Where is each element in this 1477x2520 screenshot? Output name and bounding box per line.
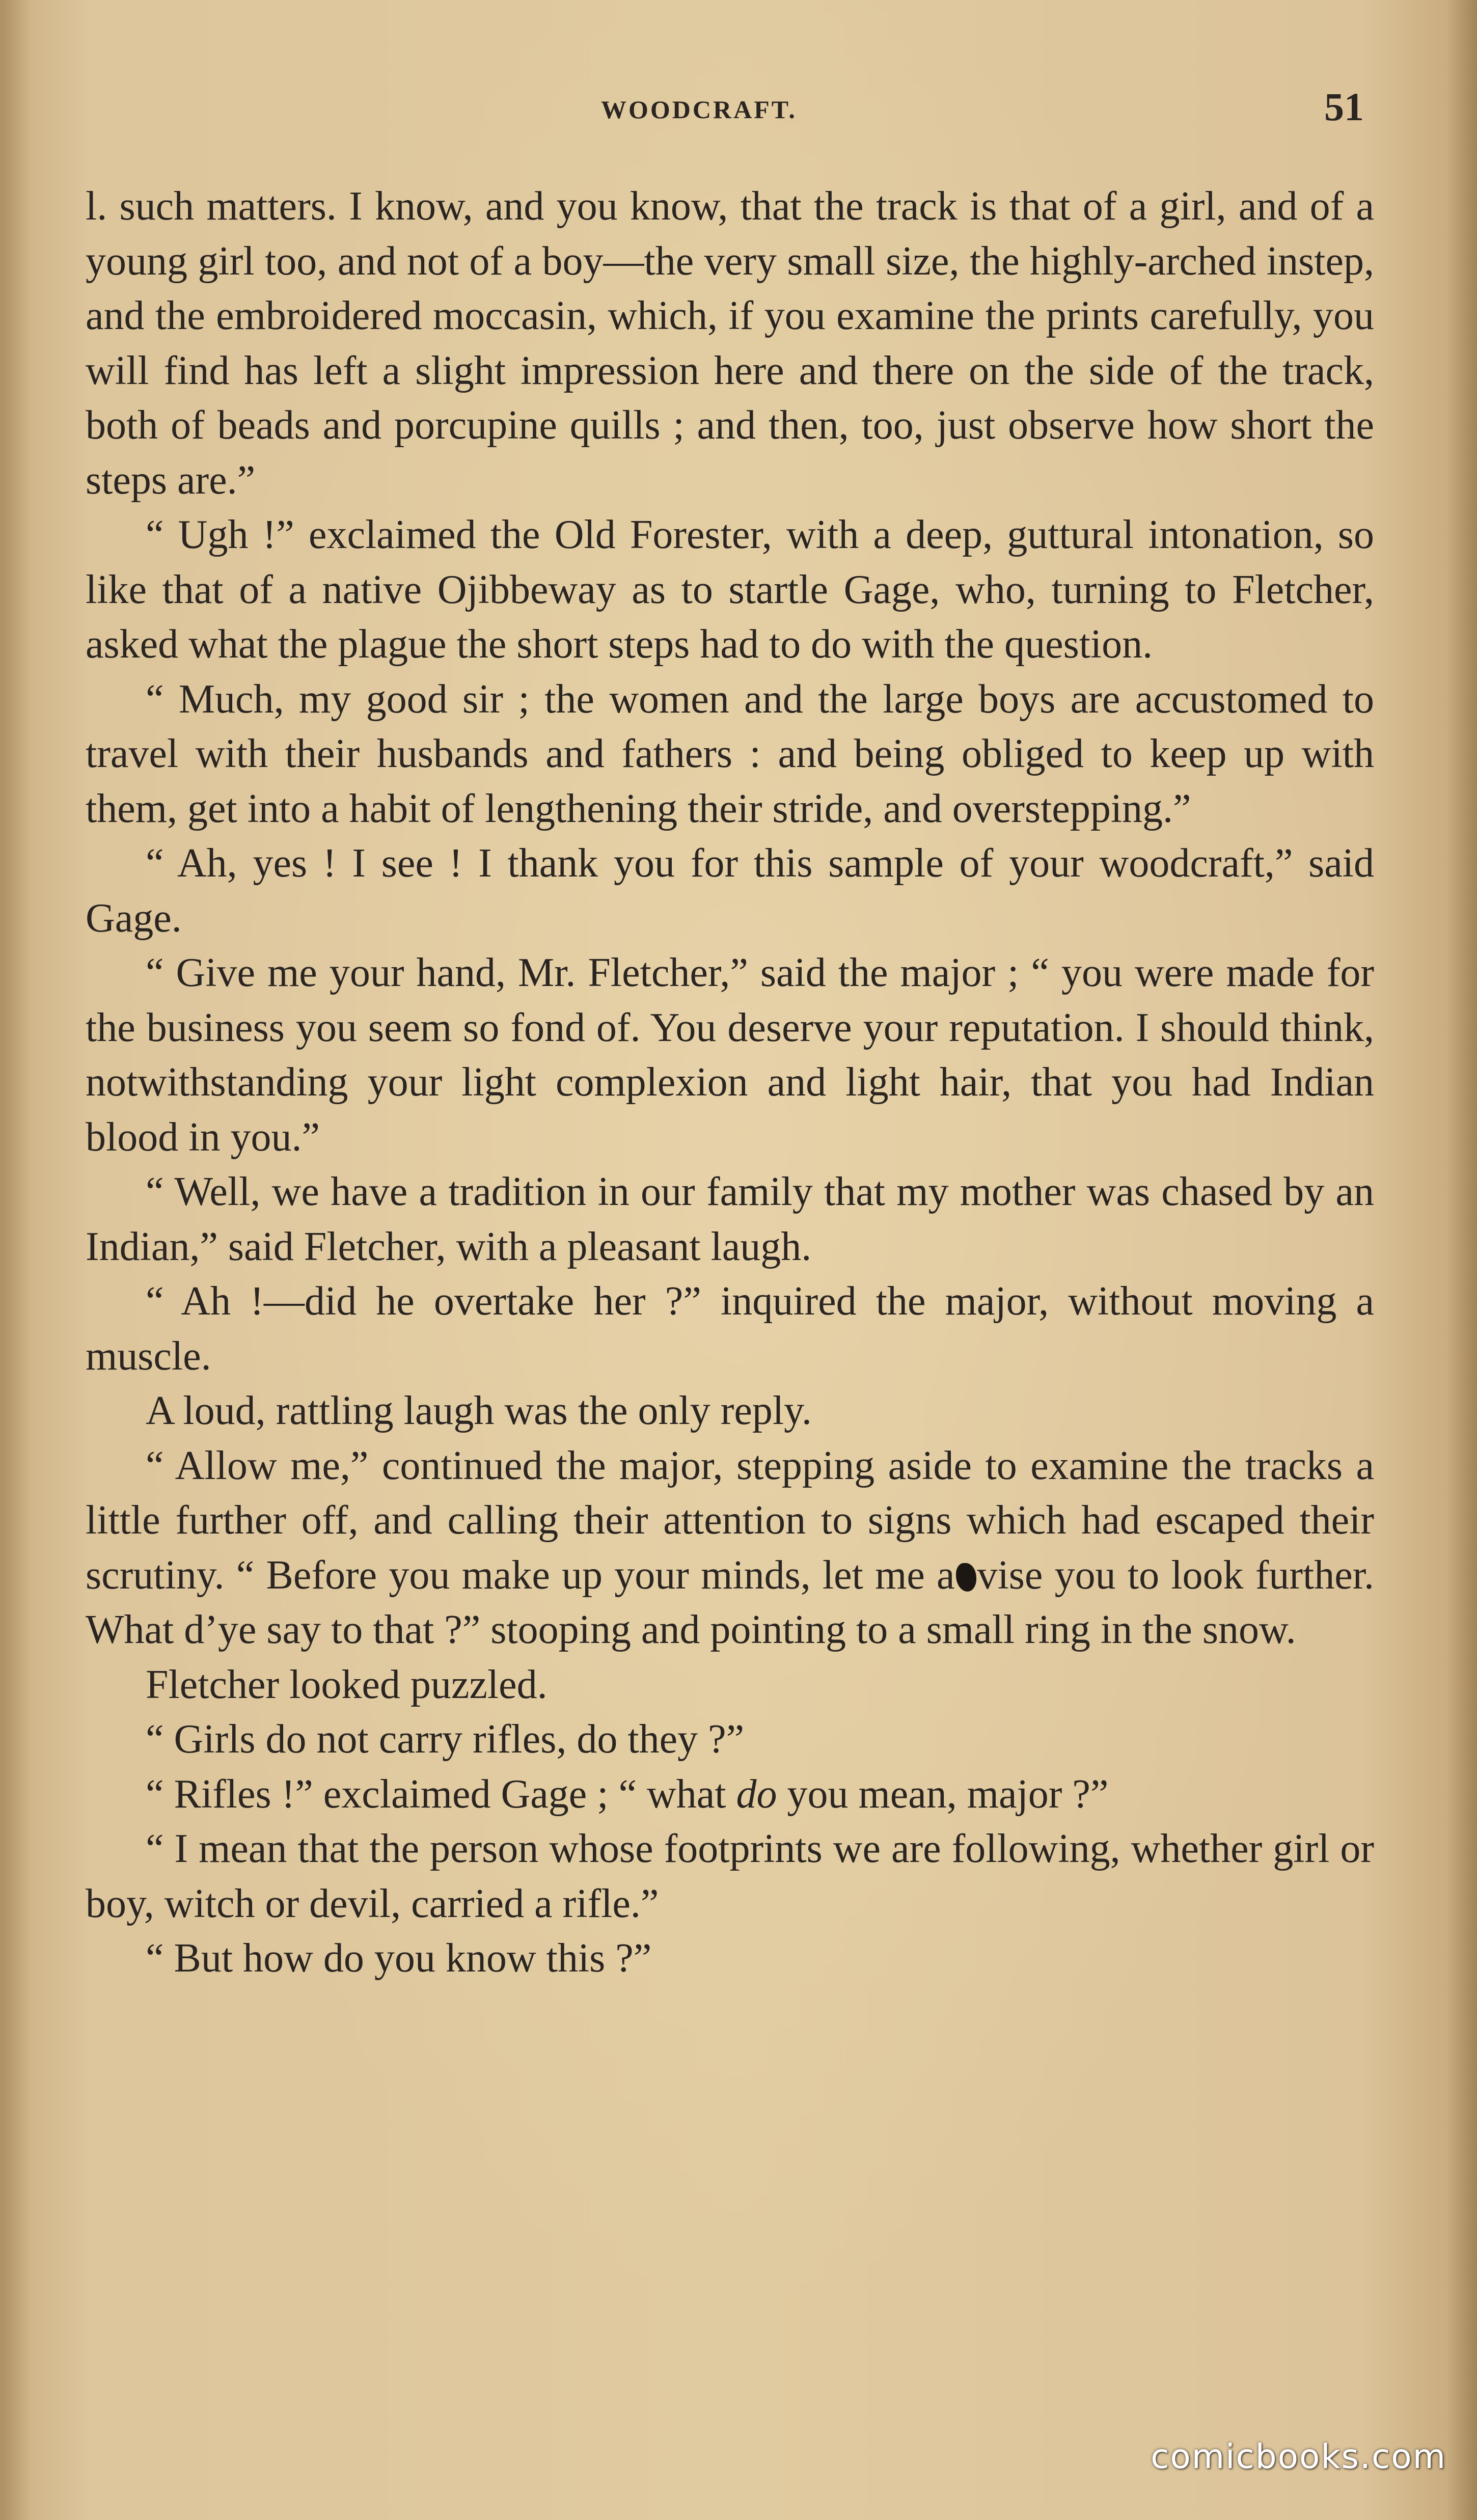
paragraph-4: “ Ah, yes ! I see ! I thank you for this sample of your woodcraft,” said Gage. [86, 841, 1374, 941]
paragraph-2: “ Ugh !” exclaimed the Old Forester, with a deep, guttural intonation, so like that of a native Ojibbeway as to startle Gage, who, turning to Fletcher, asked what the plague the short steps had to do with the question. [86, 512, 1374, 667]
watermark: comicbooks.com [1151, 2437, 1446, 2476]
running-head [0, 87, 1477, 132]
paragraph-14: “ But how do you know this ?” [146, 1936, 652, 1981]
page-number: 51 [1324, 85, 1364, 129]
paragraph-9-text-before: “ Allow me,” continued the major, stepping aside to examine the tracks a little further off, and calling their attention to signs which had escaped their scrutiny. “ Before you make up your minds, let me a [86, 1443, 1374, 1598]
paragraph-13: “ I mean that the person whose footprints we are following, whether girl or boy, witch or devil, carried a rifle.” [86, 1826, 1374, 1926]
paragraph-9-text-after: vise you to look further. What d’ye say to that ?” stooping and pointing to a small ring in the snow. [86, 1552, 1374, 1652]
running-title: WOODCRAFT. [601, 95, 797, 124]
paragraph-11: “ Girls do not carry rifles, do they ?” [146, 1717, 745, 1762]
paragraph-5: “ Give me your hand, Mr. Fletcher,” said the major ; “ you were made for the business you seem so fond of. You deserve your reputation. I should think, notwithstanding your light complexion and light hair, that you had Indian blood in you.” [86, 950, 1374, 1160]
paragraph-3: “ Much, my good sir ; the women and the large boys are accustomed to travel with their husbands and fathers : and being obliged to keep up with them, get into a habit of lengthening their stride, and overstepping.” [86, 676, 1374, 831]
paragraph-8: A loud, rattling laugh was the only reply. [146, 1388, 812, 1433]
paragraph-12-text-before: “ Rifles !” exclaimed Gage ; “ what [146, 1771, 736, 1817]
paragraph-10: Fletcher looked puzzled. [146, 1662, 548, 1707]
paragraph-1: l. such matters. I know, and you know, that the track is that of a girl, and of a young girl too, and not of a boy—the very small size, the highly-arched instep, and the embroidered moccasin, which, if you examine the prints carefully, you will find has left a slight impression here and there on the side of the track, both of beads and porcupine quills ; and then, too, just observe how short the steps are.” [86, 184, 1374, 503]
paragraph-12-text-after: you mean, major ?” [777, 1771, 1109, 1817]
paragraph-12-emphasis: do [736, 1771, 777, 1817]
ink-blot-icon [956, 1563, 976, 1592]
page-left-edge-shadow [0, 0, 31, 2520]
paragraph-6: “ Well, we have a tradition in our family that my mother was chased by an Indian,” said Fletcher, with a pleasant laugh. [86, 1169, 1374, 1269]
body-text [86, 179, 1374, 1986]
paragraph-7: “ Ah !—did he overtake her ?” inquired the major, without moving a muscle. [86, 1279, 1374, 1379]
paragraph-9 [86, 1439, 1374, 1658]
paragraph-12 [86, 1767, 1374, 1822]
page-right-edge-shadow [1446, 0, 1477, 2520]
